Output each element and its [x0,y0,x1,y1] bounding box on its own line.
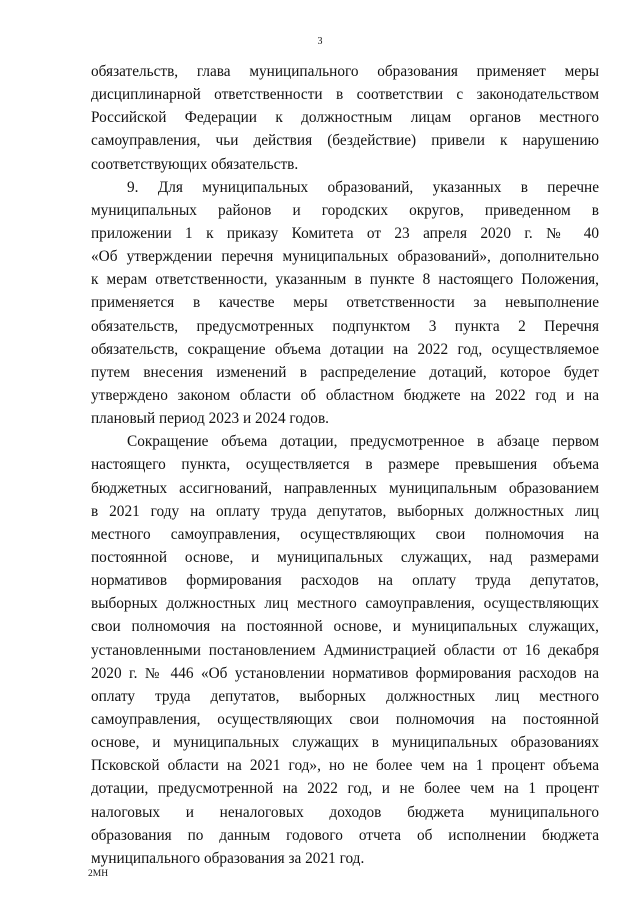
text-line: 9. Для муниципальных образований, указанных в перечне [127,178,599,196]
paragraph-responsibility-measures [91,60,599,176]
footer-code: 2МН [88,869,109,879]
text-line: муниципальных районов и городских округов, приведенном в [91,201,599,219]
text-line: нормативов формирования расходов на оплату труда депутатов, [91,572,599,590]
text-line: настоящего пункта, осуществляется в размере превышения объема [91,456,599,474]
text-line: приложении 1 к приказу Комитета от 23 апреля 2020 г. № 40 [91,224,599,242]
text-line: самоуправления, чьи действия (бездействие) привели к нарушению [91,132,599,150]
paragraph-subsidy-reduction [91,430,599,870]
text-line: выборных должностных лиц местного самоуправления, осуществляющих [91,595,599,613]
text-line: «Об утверждении перечня муниципальных образований», дополнительно [91,248,599,266]
document-body [91,60,599,870]
text-line: муниципального образования за 2021 год. [91,849,365,867]
text-line: Псковской области на 2021 год», но не более чем на 1 процент объема [91,757,599,775]
text-line: образования по данным годового отчета об исполнении бюджета [91,826,599,844]
text-line: дотации, предусмотренной на 2022 год, и не более чем на 1 процент [91,780,599,798]
text-line: бюджетных ассигнований, направленных муниципальным образованием [91,479,599,497]
text-line: в 2021 году на оплату труда депутатов, выборных должностных лиц [91,502,599,520]
text-line: соответствующих обязательств. [91,155,299,173]
text-line: установленными постановлением Администрацией области от 16 декабря [91,641,599,659]
text-line: обязательств, предусмотренных подпунктом 3 пункта 2 Перечня [91,317,599,335]
page-number: 3 [317,36,323,47]
text-line: самоуправления, осуществляющих свои полномочия на постоянной [91,710,599,728]
paragraph-item-9 [91,176,599,431]
text-line: к мерам ответственности, указанным в пункте 8 настоящего Положения, [91,271,599,289]
text-line: налоговых и неналоговых доходов бюджета муниципального [91,803,599,821]
text-line: местного самоуправления, осуществляющих свои полномочия на [91,525,599,543]
text-line: путем внесения изменений в распределение дотаций, которое будет [91,363,599,381]
text-line: утверждено законом области об областном бюджете на 2022 год и на [91,386,599,404]
text-line: Сокращение объема дотации, предусмотренное в абзаце первом [127,433,599,451]
text-line: основе, и муниципальных служащих в муниципальных образованиях [91,734,599,752]
text-line: плановый период 2023 и 2024 годов. [91,410,330,428]
text-line: оплату труда депутатов, выборных должностных лиц местного [91,687,599,705]
text-line: Российской Федерации к должностным лицам органов местного [91,109,599,127]
text-line: обязательств, глава муниципального образования применяет меры [91,63,599,80]
text-line: применяется в качестве меры ответственности за невыполнение [91,294,599,312]
text-line: дисциплинарной ответственности в соответствии с законодательством [91,86,599,104]
text-line: постоянной основе, и муниципальных служащих, над размерами [91,548,599,566]
text-line: обязательств, сокращение объема дотации на 2022 год, осуществляемое [91,340,599,358]
text-line: свои полномочия на постоянной основе, и муниципальных служащих, [91,618,599,636]
text-line: 2020 г. № 446 «Об установлении нормативов формирования расходов на [91,664,599,682]
